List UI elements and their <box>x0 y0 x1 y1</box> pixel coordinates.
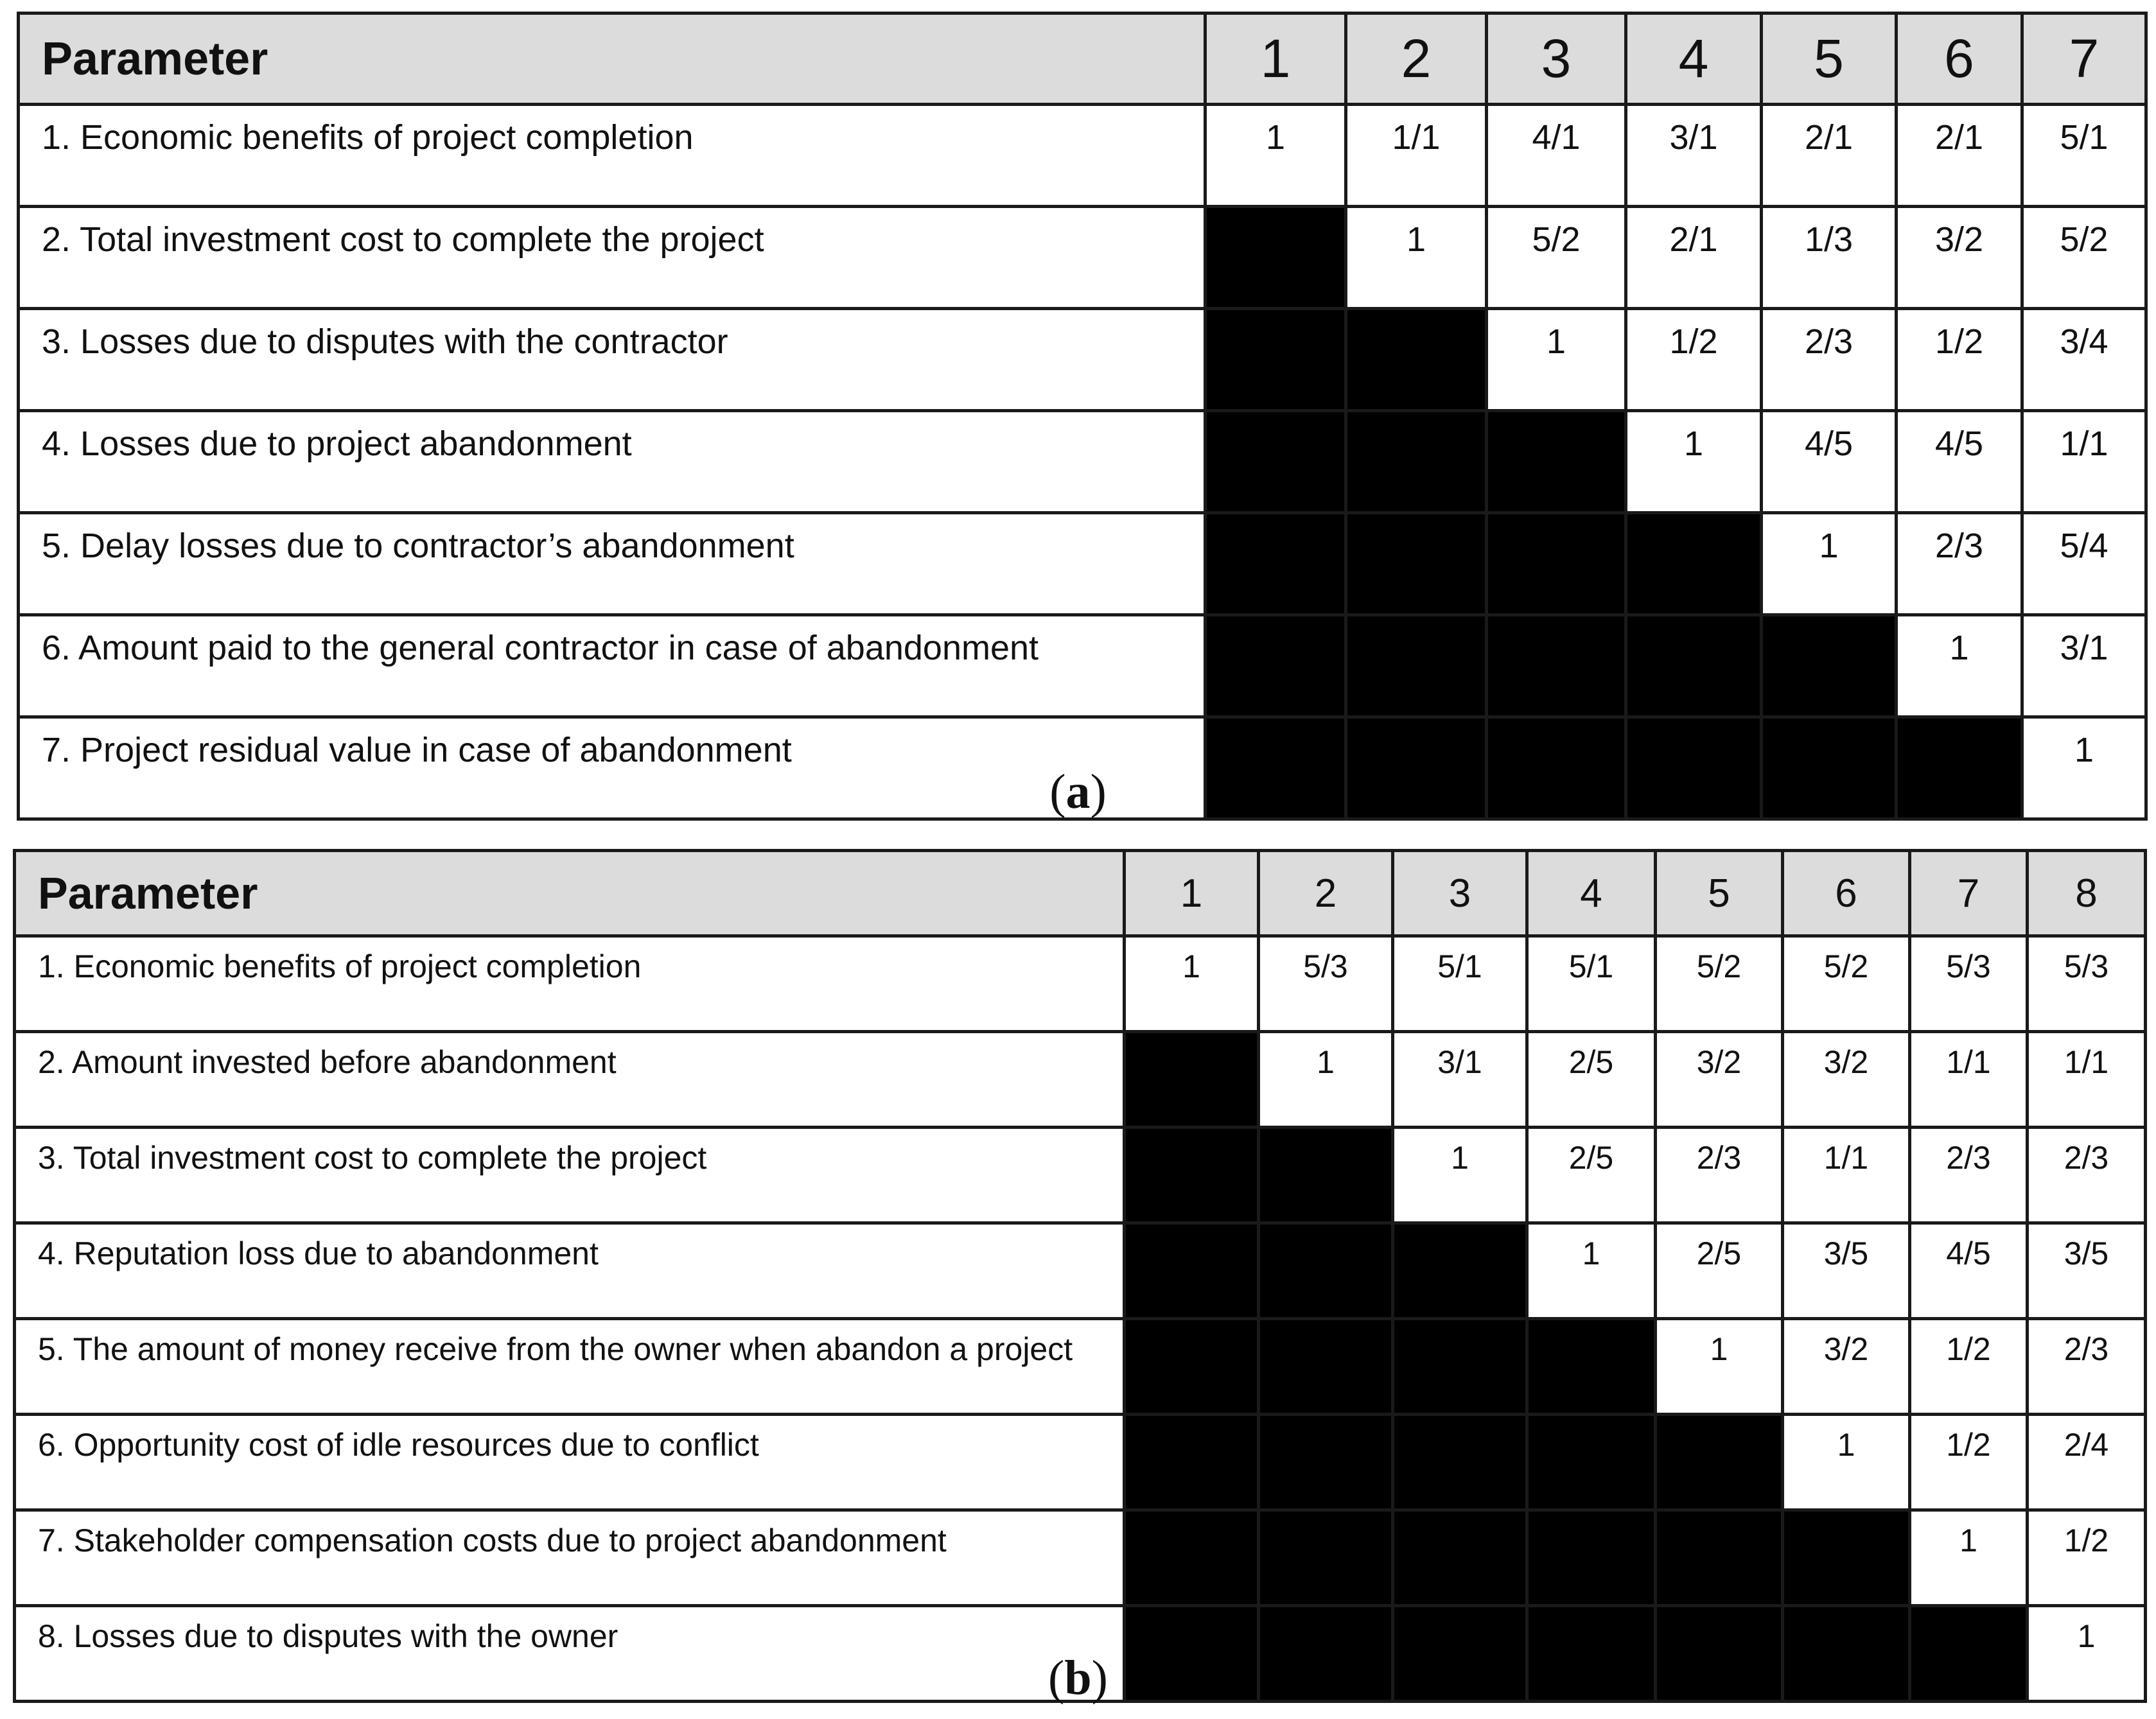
table-row <box>15 1415 2146 1510</box>
ratio-cell: 1/1 <box>1783 1128 1910 1223</box>
ratio-cell: 2/5 <box>1527 1032 1656 1128</box>
ratio-cell: 2/3 <box>2028 1128 2146 1223</box>
column-header-5: 5 <box>1656 851 1783 936</box>
column-header-8: 8 <box>2028 851 2146 936</box>
masked-cell <box>1259 1128 1393 1223</box>
diagonal-cell: 1 <box>1393 1128 1527 1223</box>
table-row <box>15 1319 2146 1415</box>
column-header-2: 2 <box>1259 851 1393 936</box>
ratio-cell: 2/3 <box>1910 1128 2028 1223</box>
ratio-cell: 5/2 <box>1487 207 1626 309</box>
parameter-header: Parameter <box>19 13 1205 105</box>
diagonal-cell: 1 <box>1656 1319 1783 1415</box>
table-row <box>15 1223 2146 1319</box>
diagonal-cell: 1 <box>1205 105 1346 207</box>
masked-cell <box>1346 513 1487 615</box>
masked-cell <box>1205 309 1346 411</box>
ratio-cell: 5/3 <box>2028 936 2146 1032</box>
table-row <box>19 309 2146 411</box>
column-header-4: 4 <box>1527 851 1656 936</box>
ratio-cell: 3/5 <box>2028 1223 2146 1319</box>
ratio-cell: 5/2 <box>1656 936 1783 1032</box>
ratio-cell: 1/2 <box>1910 1415 2028 1510</box>
masked-cell <box>1527 1415 1656 1510</box>
ratio-cell: 1/2 <box>2028 1510 2146 1606</box>
ratio-cell: 5/1 <box>1393 936 1527 1032</box>
row-label: 7. Stakeholder compensation costs due to project abandonment <box>15 1510 1125 1606</box>
masked-cell <box>1205 513 1346 615</box>
ratio-cell: 2/3 <box>1762 309 1897 411</box>
row-label: 1. Economic benefits of project completion <box>15 936 1125 1032</box>
table-row <box>15 1510 2146 1606</box>
diagonal-cell: 1 <box>1346 207 1487 309</box>
masked-cell <box>1527 1510 1656 1606</box>
masked-cell <box>1783 1510 1910 1606</box>
masked-cell <box>1346 615 1487 717</box>
table-row <box>15 1032 2146 1128</box>
column-header-1: 1 <box>1205 13 1346 105</box>
ratio-cell: 3/1 <box>1393 1032 1527 1128</box>
ratio-cell: 2/1 <box>1762 105 1897 207</box>
table-row <box>19 105 2146 207</box>
ratio-cell: 1/1 <box>1346 105 1487 207</box>
masked-cell <box>1393 1223 1527 1319</box>
row-label: 2. Total investment cost to complete the project <box>19 207 1205 309</box>
ratio-cell: 1/1 <box>2022 411 2146 513</box>
row-label: 4. Losses due to project abandonment <box>19 411 1205 513</box>
table-row <box>15 936 2146 1032</box>
diagonal-cell: 1 <box>1125 936 1259 1032</box>
ratio-cell: 2/3 <box>2028 1319 2146 1415</box>
ratio-cell: 5/4 <box>2022 513 2146 615</box>
masked-cell <box>1656 1510 1783 1606</box>
row-label: 5. Delay losses due to contractor’s abandonment <box>19 513 1205 615</box>
column-header-6: 6 <box>1897 13 2022 105</box>
header-row <box>15 851 2146 936</box>
column-header-3: 3 <box>1487 13 1626 105</box>
ratio-cell: 2/4 <box>2028 1415 2146 1510</box>
ratio-cell: 1/1 <box>2028 1032 2146 1128</box>
diagonal-cell: 1 <box>1487 309 1626 411</box>
row-label: 5. The amount of money receive from the owner when abandon a project <box>15 1319 1125 1415</box>
parameter-header: Parameter <box>15 851 1125 936</box>
ratio-cell: 3/4 <box>2022 309 2146 411</box>
masked-cell <box>1125 1128 1259 1223</box>
masked-cell <box>1487 513 1626 615</box>
ratio-cell: 1/1 <box>1910 1032 2028 1128</box>
masked-cell <box>1626 615 1762 717</box>
ratio-cell: 3/1 <box>1626 105 1762 207</box>
ratio-cell: 2/3 <box>1656 1128 1783 1223</box>
masked-cell <box>1393 1415 1527 1510</box>
ratio-cell: 1/3 <box>1762 207 1897 309</box>
diagonal-cell: 1 <box>1897 615 2022 717</box>
ratio-cell: 2/3 <box>1897 513 2022 615</box>
masked-cell <box>1487 411 1626 513</box>
masked-cell <box>1346 411 1487 513</box>
masked-cell <box>1125 1319 1259 1415</box>
masked-cell <box>1656 1415 1783 1510</box>
masked-cell <box>1259 1319 1393 1415</box>
masked-cell <box>1487 615 1626 717</box>
table-row <box>19 207 2146 309</box>
masked-cell <box>1125 1223 1259 1319</box>
diagonal-cell: 1 <box>1626 411 1762 513</box>
masked-cell <box>1762 615 1897 717</box>
ratio-cell: 5/1 <box>2022 105 2146 207</box>
ratio-cell: 5/1 <box>1527 936 1656 1032</box>
column-header-6: 6 <box>1783 851 1910 936</box>
column-header-3: 3 <box>1393 851 1527 936</box>
row-label: 6. Amount paid to the general contractor in case of abandonment <box>19 615 1205 717</box>
table-row <box>19 615 2146 717</box>
ratio-cell: 4/5 <box>1762 411 1897 513</box>
caption-a: (a) <box>1049 765 1107 819</box>
ratio-cell: 1/2 <box>1910 1319 2028 1415</box>
header-row <box>19 13 2146 105</box>
ratio-cell: 5/2 <box>1783 936 1910 1032</box>
pairwise-matrix-b <box>13 849 2147 1703</box>
row-label: 3. Losses due to disputes with the contractor <box>19 309 1205 411</box>
row-label: 7. Project residual value in case of abandonment <box>19 717 1205 819</box>
diagonal-cell: 1 <box>1527 1223 1656 1319</box>
ratio-cell: 5/3 <box>1910 936 2028 1032</box>
column-header-4: 4 <box>1626 13 1762 105</box>
diagonal-cell: 1 <box>1762 513 1897 615</box>
ratio-cell: 5/3 <box>1259 936 1393 1032</box>
column-header-7: 7 <box>2022 13 2146 105</box>
masked-cell <box>1346 309 1487 411</box>
table-row <box>19 513 2146 615</box>
ratio-cell: 4/5 <box>1910 1223 2028 1319</box>
masked-cell <box>1259 1415 1393 1510</box>
diagonal-cell: 1 <box>1910 1510 2028 1606</box>
row-label: 2. Amount invested before abandonment <box>15 1032 1125 1128</box>
row-label: 8. Losses due to disputes with the owner <box>15 1606 1125 1702</box>
column-header-2: 2 <box>1346 13 1487 105</box>
ratio-cell: 3/2 <box>1897 207 2022 309</box>
masked-cell <box>1125 1032 1259 1128</box>
ratio-cell: 3/2 <box>1783 1319 1910 1415</box>
diagonal-cell: 1 <box>1783 1415 1910 1510</box>
masked-cell <box>1125 1415 1259 1510</box>
masked-cell <box>1527 1319 1656 1415</box>
ratio-cell: 3/2 <box>1656 1032 1783 1128</box>
masked-cell <box>1393 1319 1527 1415</box>
ratio-cell: 3/2 <box>1783 1032 1910 1128</box>
column-header-5: 5 <box>1762 13 1897 105</box>
ratio-cell: 1/2 <box>1897 309 2022 411</box>
table-row <box>15 1128 2146 1223</box>
row-label: 1. Economic benefits of project completion <box>19 105 1205 207</box>
ratio-cell: 2/5 <box>1527 1128 1656 1223</box>
diagonal-cell: 1 <box>2028 1606 2146 1702</box>
column-header-7: 7 <box>1910 851 2028 936</box>
pairwise-matrix-a <box>17 12 2148 821</box>
ratio-cell: 5/2 <box>2022 207 2146 309</box>
ratio-cell: 2/5 <box>1656 1223 1783 1319</box>
masked-cell <box>1205 411 1346 513</box>
masked-cell <box>1259 1510 1393 1606</box>
masked-cell <box>1626 513 1762 615</box>
ratio-cell: 2/1 <box>1897 105 2022 207</box>
masked-cell <box>1259 1223 1393 1319</box>
ratio-cell: 4/5 <box>1897 411 2022 513</box>
masked-cell <box>1125 1510 1259 1606</box>
ratio-cell: 3/5 <box>1783 1223 1910 1319</box>
ratio-cell: 1/2 <box>1626 309 1762 411</box>
table-row <box>19 411 2146 513</box>
row-label: 6. Opportunity cost of idle resources due to conflict <box>15 1415 1125 1510</box>
ratio-cell: 4/1 <box>1487 105 1626 207</box>
diagonal-cell: 1 <box>1259 1032 1393 1128</box>
caption-b: (b) <box>1048 1651 1108 1705</box>
ratio-cell: 3/1 <box>2022 615 2146 717</box>
row-label: 3. Total investment cost to complete the project <box>15 1128 1125 1223</box>
masked-cell <box>1393 1510 1527 1606</box>
ratio-cell: 2/1 <box>1626 207 1762 309</box>
row-label: 4. Reputation loss due to abandonment <box>15 1223 1125 1319</box>
diagonal-cell: 1 <box>2022 717 2146 819</box>
masked-cell <box>1205 207 1346 309</box>
masked-cell <box>1205 615 1346 717</box>
column-header-1: 1 <box>1125 851 1259 936</box>
